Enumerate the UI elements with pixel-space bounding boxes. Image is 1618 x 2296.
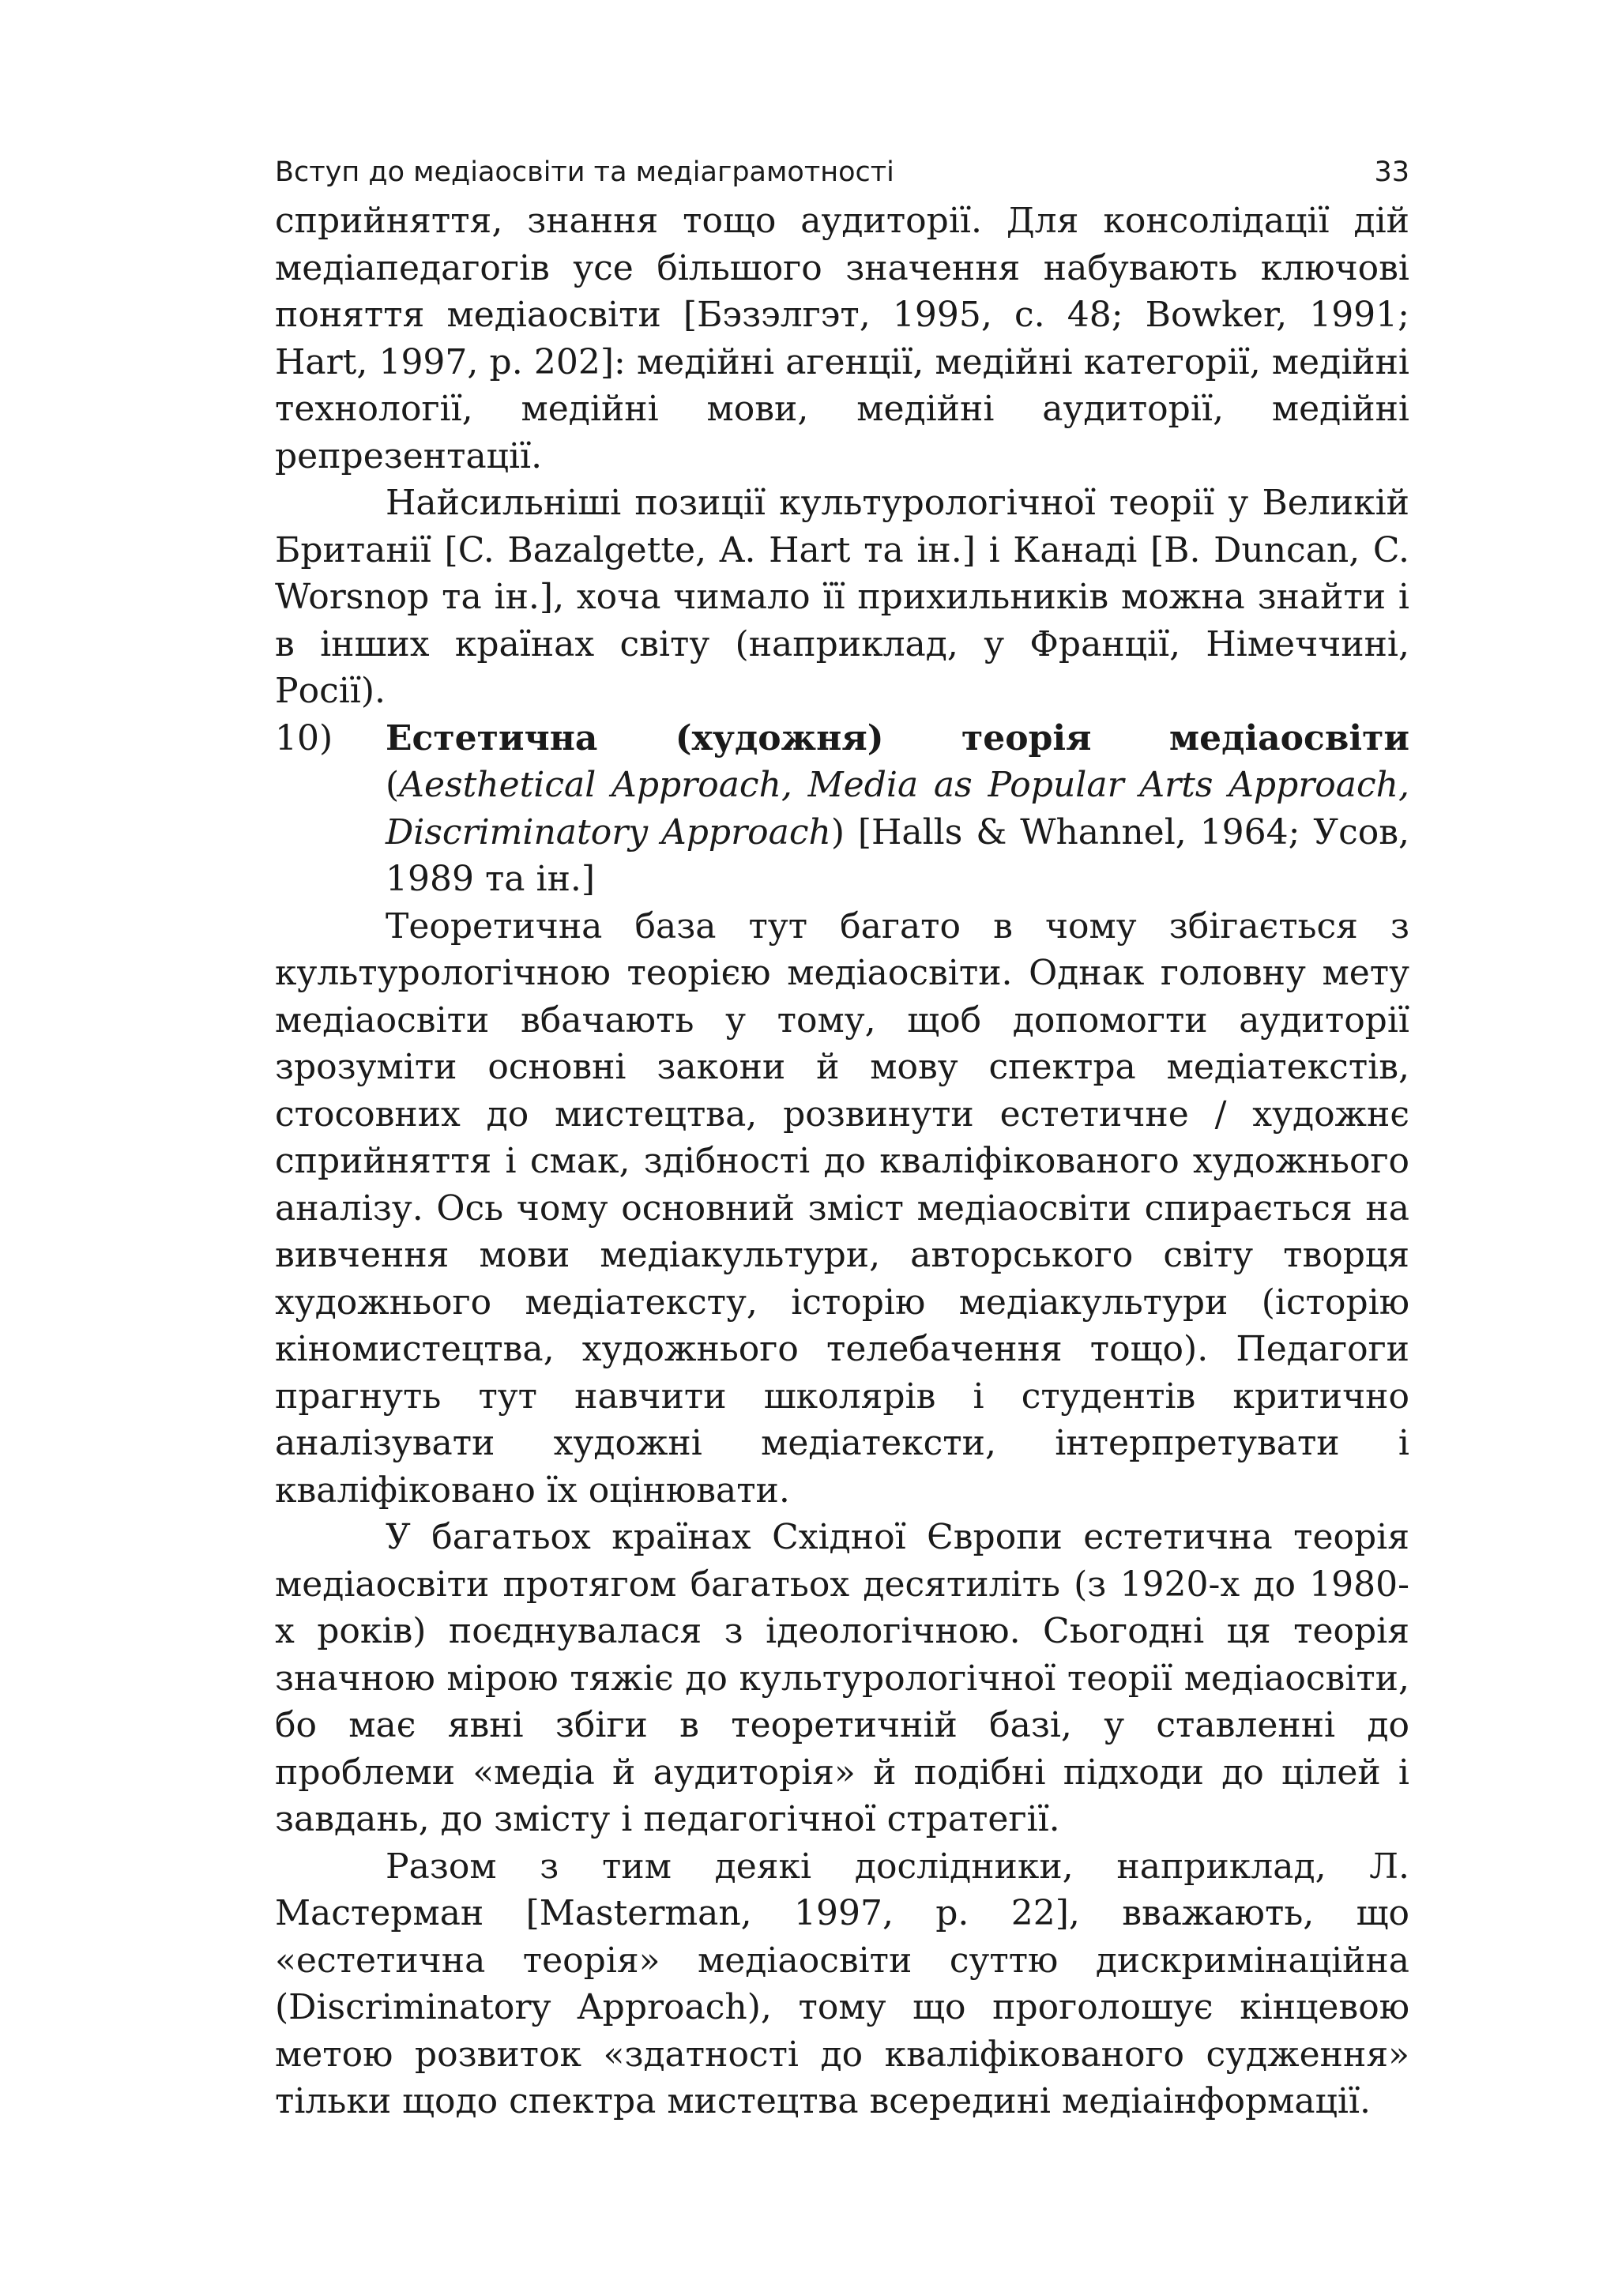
paragraph-3: Теоретична база тут багато в чому збігається з культурологічною теорією медіаосвіти. Однак головну мету медіаосвіти вбачають у тому, щоб допомогти аудиторії зрозуміти основні закони й мову спектра медіатекстів, стосовних до мистецтва, розвинути естетичне / художнє сприйняття і смак, здібності до кваліфікованого художнього аналізу. Ось чому основний зміст медіаосвіти спирається на вивчення мови медіакультури, авторського світу творця художнього медіатексту, історію медіакультури (історію кіномистецтва, художнього телебачення тощо). Педагоги прагнуть тут навчити школярів і студентів критично аналізувати художні медіатексти, інтерпретувати і кваліфіковано їх оцінювати. [275, 905, 1409, 1511]
item-references: ) [Halls & Whannel, 1964; Усов, 1989 та ін.] [386, 811, 1409, 899]
paragraph-2: Найсильніші позиції культурологічної теорії у Великій Британії [C. Bazalgette, A. Hart та ін.] і Канаді [B. Duncan, C. Worsnop та ін.], хоча чимало її прихильників можна знайти і в інших країнах світу (наприклад, у Франції, Німеччині, Росії). [275, 483, 1409, 711]
paragraph-5: Разом з тим деякі дослідники, наприклад, Л. Мастерман [Masterman, 1997, p. 22], вважають, що «естетична теорія» медіаосвіти суттю дискримінаційна (Discriminatory Approach), тому що проголошує кінцевою метою розвиток «здатності до кваліфікованого судження» тільки щодо спектра мистецтва всередині медіаінформації. [275, 1846, 1409, 2121]
page-body [275, 198, 1409, 2125]
item-open-paren: ( [386, 765, 400, 805]
item-title: Естетична (художня) теорія медіаосвіти [386, 717, 1409, 758]
paragraph-4: У багатьох країнах Східної Європи естетична теорія медіаосвіти протягом багатьох десятиліть (з 1920-х до 1980-х років) поєднувалася з ідеологічною. Сьогодні ця теорія значною мірою тяжіє до культурологічної теорії медіаосвіти, бо має явні збіги в теоретичній базі, у ставленні до проблеми «медіа й аудиторія» й подібні підходи до цілей і завдань, до змісту і педагогічної стратегії. [275, 1517, 1409, 1839]
running-head [275, 149, 1409, 196]
item-english-terms: Aesthetical Approach, Media as Popular Arts Approach, Discriminatory Approach [386, 765, 1409, 853]
page-number: 33 [1374, 156, 1409, 188]
list-marker: 10) [275, 717, 333, 758]
list-item-10 [275, 715, 1409, 903]
running-title: Вступ до медіаосвіти та медіаграмотності [275, 156, 894, 188]
paragraph-1: сприйняття, знання тощо аудиторії. Для консолідації дій медіапедагогів усе більшого значення набувають ключові поняття медіаосвіти [Бэзэлгэт, 1995, с. 48; Bowker, 1991; Hart, 1997, р. 202]: медійні агенції, медійні категорії, медійні технології, медійні мови, медійні аудиторії, медійні репрезентації. [275, 201, 1409, 476]
